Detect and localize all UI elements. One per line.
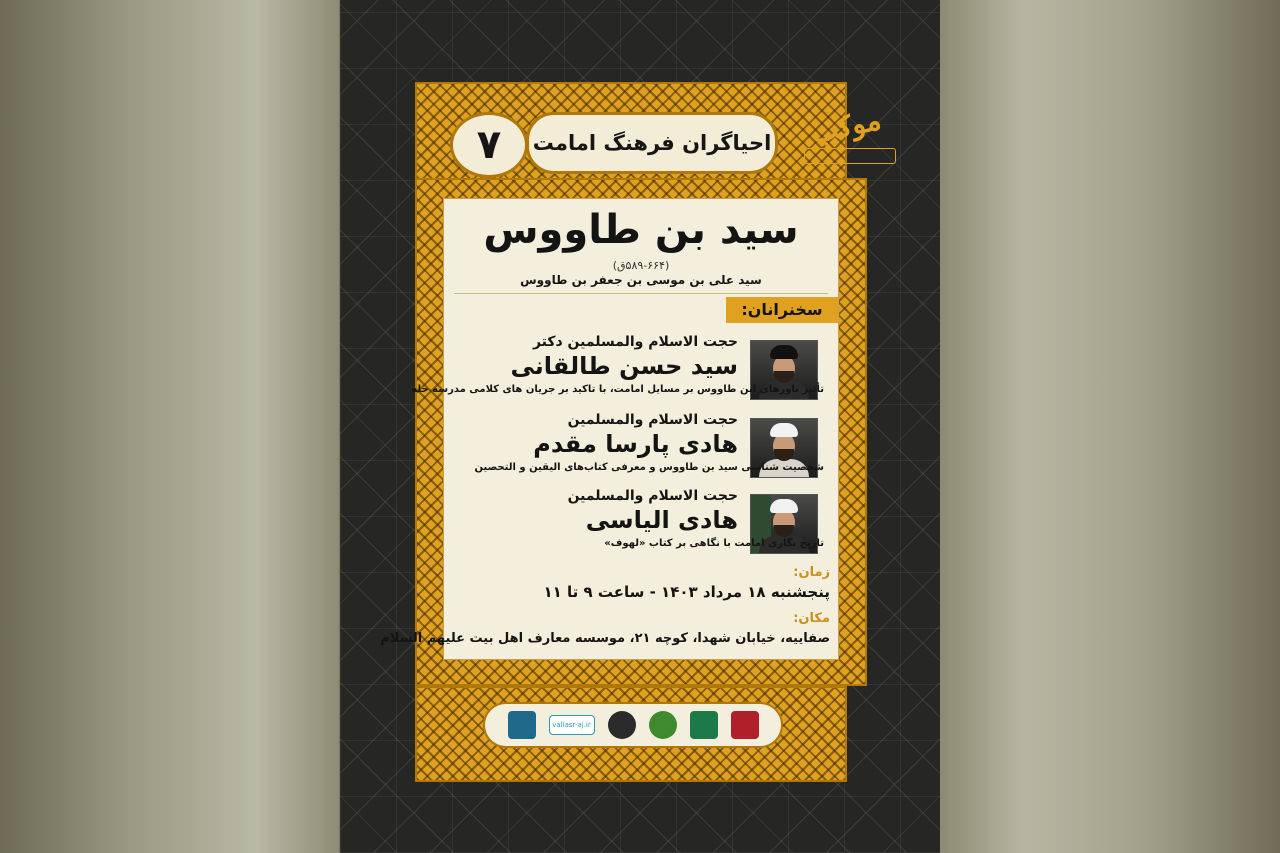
content-panel bbox=[380, 198, 839, 660]
speaker-rank: حجت الاسلام والمسلمین bbox=[567, 412, 738, 428]
sponsor-logo bbox=[731, 711, 759, 739]
speakers-label: سخنرانان: bbox=[726, 297, 838, 323]
series-title: احیاگران فرهنگ امامت bbox=[526, 112, 778, 174]
time-value: پنجشنبه ۱۸ مرداد ۱۴۰۳ - ساعت ۹ تا ۱۱ bbox=[543, 583, 830, 601]
speaker-name: هادی پارسا مقدم bbox=[533, 430, 738, 458]
main-title: سید بن طاووس bbox=[483, 207, 799, 253]
place-label: مکان: bbox=[793, 611, 830, 626]
speaker-card bbox=[411, 334, 838, 406]
photo-turban bbox=[770, 423, 798, 437]
full-name: سید علی بن موسی بن جعفر بن طاووس bbox=[520, 273, 762, 287]
speaker-rank: حجت الاسلام والمسلمین دکتر bbox=[532, 334, 738, 350]
valiasr-logo: valiasr-aj.ir bbox=[549, 715, 595, 735]
speaker-topic: تاریخ نگاری امامت با نگاهی بر کتاب «لهوف» bbox=[604, 538, 824, 549]
sponsor-logo bbox=[690, 711, 718, 739]
brand-logo: موکب bbox=[808, 102, 884, 150]
sponsor-logo bbox=[508, 711, 536, 739]
photo-turban bbox=[770, 499, 798, 513]
series-number: ۷ bbox=[450, 112, 528, 178]
divider bbox=[454, 293, 828, 294]
speaker-card bbox=[444, 412, 838, 484]
speaker-card bbox=[444, 488, 838, 560]
speaker-topic: شخصیت شناسی سید بن طاووس و معرفی کتاب‌های الیقین و التحصین bbox=[474, 462, 824, 473]
speaker-topic: تأثیر باورهای ابن طاووس بر مسایل امامت، با تاکید بر جریان های کلامی مدرسه حله bbox=[411, 384, 824, 395]
brand-logo-strip bbox=[804, 148, 896, 164]
background-right bbox=[940, 0, 1280, 853]
time-label: زمان: bbox=[793, 565, 830, 580]
speaker-name: سید حسن طالقانی bbox=[510, 352, 738, 380]
poster bbox=[340, 0, 940, 853]
speaker-rank: حجت الاسلام والمسلمین bbox=[567, 488, 738, 504]
place-value: صفاییه، خیابان شهدا، کوچه ۲۱، موسسه معارف اهل بیت علیهم السلام bbox=[380, 631, 830, 646]
life-dates: (۵۸۹-۶۶۴ق) bbox=[612, 259, 670, 272]
sponsor-logo bbox=[608, 711, 636, 739]
speaker-name: هادی الیاسی bbox=[585, 506, 738, 534]
sponsor-logos bbox=[483, 702, 783, 748]
photo-turban bbox=[770, 345, 798, 359]
sponsor-logo bbox=[649, 711, 677, 739]
